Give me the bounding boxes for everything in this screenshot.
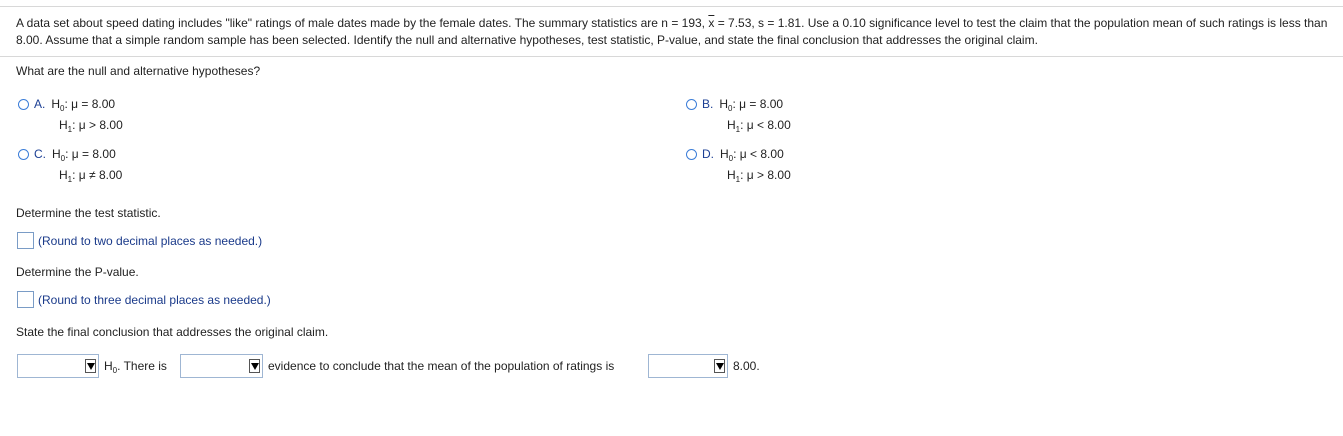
- reject-decision-dropdown[interactable]: [17, 354, 99, 378]
- test-statistic-input[interactable]: [17, 232, 34, 249]
- conclusion-question: State the final conclusion that addresses the original claim.: [16, 325, 329, 339]
- x-bar-symbol: $\overline{x}$: [708, 16, 715, 30]
- evidence-dropdown[interactable]: [180, 354, 263, 378]
- dropdown-arrow-icon[interactable]: [714, 359, 725, 373]
- dropdown-arrow-icon[interactable]: [85, 359, 96, 373]
- option-b-h1: $H_1$: μ < 8.00: [727, 118, 791, 134]
- option-d[interactable]: D. $H_0$: μ < 8.00: [686, 147, 784, 163]
- p-value-input[interactable]: [17, 291, 34, 308]
- option-d-h1: $H_1$: μ > 8.00: [727, 168, 791, 184]
- radio-d[interactable]: [686, 149, 697, 160]
- p-value-hint: (Round to three decimal places as needed.): [38, 293, 271, 307]
- option-a-h1: $H_1$: μ > 8.00: [59, 118, 123, 134]
- conclusion-h0-text: $H_0$. There is: [104, 359, 167, 375]
- option-d-h0: $H_0$: μ < 8.00: [720, 147, 784, 163]
- option-b-h0: $H_0$: μ = 8.00: [719, 97, 784, 113]
- option-b[interactable]: B. $H_0$: μ = 8.00: [686, 97, 783, 113]
- option-c[interactable]: C. $H_0$: μ = 8.00: [18, 147, 116, 163]
- dropdown-arrow-icon[interactable]: [249, 359, 260, 373]
- option-c-h1: $H_1$: μ ≠ 8.00: [59, 168, 123, 184]
- conclusion-evidence-text: evidence to conclude that the mean of the population of ratings is: [268, 359, 615, 373]
- comparison-dropdown[interactable]: [648, 354, 728, 378]
- radio-c[interactable]: [18, 149, 29, 160]
- problem-statement: A data set about speed dating includes "like" ratings of male dates made by the female dates. The summary statistics are n = 193, $\overline{x} = 7.53$, s = 1.81. Use a 0.10 significance level to test the claim that the population mean of such ratings is less than 8.00. Assume that a simple random sample has been selected. Identify the null and alternative hypotheses, test statistic, P-value, and state the final conclusion that addresses the original claim.: [16, 16, 1328, 47]
- problem-divider: [0, 56, 1343, 57]
- radio-a[interactable]: [18, 99, 29, 110]
- option-c-h0: $H_0$: μ = 8.00: [52, 147, 116, 163]
- test-statistic-hint: (Round to two decimal places as needed.): [38, 234, 263, 248]
- option-a-h0: $H_0$: μ = 8.00: [51, 97, 116, 113]
- test-statistic-question: Determine the test statistic.: [16, 206, 161, 220]
- top-divider: [0, 6, 1343, 7]
- option-a[interactable]: A. $H_0$: μ = 8.00: [18, 97, 115, 113]
- hypotheses-question: What are the null and alternative hypotheses?: [16, 64, 261, 78]
- p-value-question: Determine the P-value.: [16, 265, 139, 279]
- radio-b[interactable]: [686, 99, 697, 110]
- conclusion-value-text: 8.00.: [733, 359, 760, 373]
